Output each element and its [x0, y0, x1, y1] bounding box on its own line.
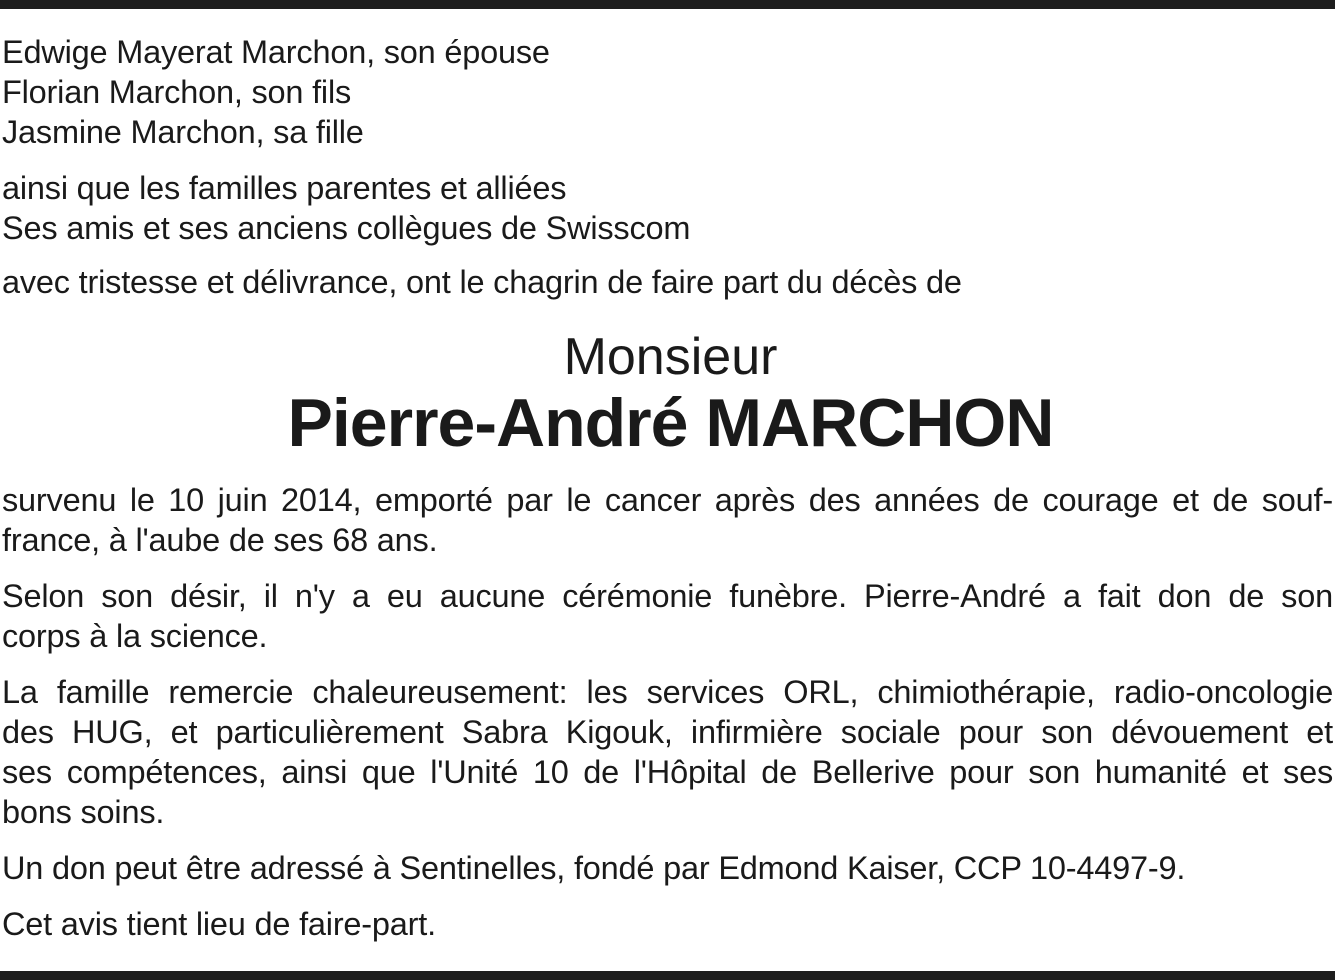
relatives-families: ainsi que les familles parentes et alliées: [2, 170, 567, 206]
deceased-civility: Monsieur: [563, 328, 778, 386]
donation-text: Un don peut être adressé à Sentinelles, fondé par Edmond Kaiser, CCP 10-4497-9.: [2, 850, 1186, 886]
death-line-2: france, à l'aube de ses 68 ans.: [2, 522, 438, 558]
thanks-paragraph: [2, 672, 1333, 832]
relatives-friends: Ses amis et ses anciens collègues de Swisscom: [2, 210, 691, 246]
family-member-daughter: Jasmine Marchon, sa fille: [2, 114, 364, 150]
announcement-text: avec tristesse et délivrance, ont le chagrin de faire part du décès de: [2, 264, 962, 300]
top-border-rule: [0, 0, 1335, 9]
relatives: [2, 168, 1333, 248]
ceremony-paragraph: [2, 576, 1333, 656]
bottom-border-rule: [0, 971, 1335, 980]
announcement: [2, 262, 1333, 302]
donation-paragraph: [2, 848, 1333, 888]
thanks-line-1: La famille remercie chaleureusement: les services ORL, chimiothérapie, radio-oncologie: [2, 674, 1334, 710]
deceased-name: Pierre-André MARCHON: [287, 385, 1054, 461]
death-line-1: survenu le 10 juin 2014, emporté par le cancer après des années de courage et de souf-: [2, 482, 1333, 518]
family-member-son: Florian Marchon, son fils: [2, 74, 352, 110]
ceremony-line-1: Selon son désir, il n'y a eu aucune cérémonie funèbre. Pierre-André a fait don de son: [2, 578, 1333, 614]
closing-paragraph: [2, 904, 1333, 944]
death-paragraph: [2, 480, 1333, 560]
closing-text: Cet avis tient lieu de faire-part.: [2, 906, 436, 942]
thanks-line-4: bons soins.: [2, 794, 165, 830]
thanks-line-2: des HUG, et particulièrement Sabra Kigouk, infirmière sociale pour son dévouement et: [2, 714, 1333, 750]
family-members: [2, 32, 1333, 152]
family-member-spouse: Edwige Mayerat Marchon, son épouse: [2, 34, 550, 70]
death-notice: [2, 32, 1333, 944]
deceased-title: [2, 328, 1333, 460]
thanks-line-3: ses compétences, ainsi que l'Unité 10 de l'Hôpital de Bellerive pour son humanité et ses: [2, 754, 1333, 790]
ceremony-line-2: corps à la science.: [2, 618, 268, 654]
